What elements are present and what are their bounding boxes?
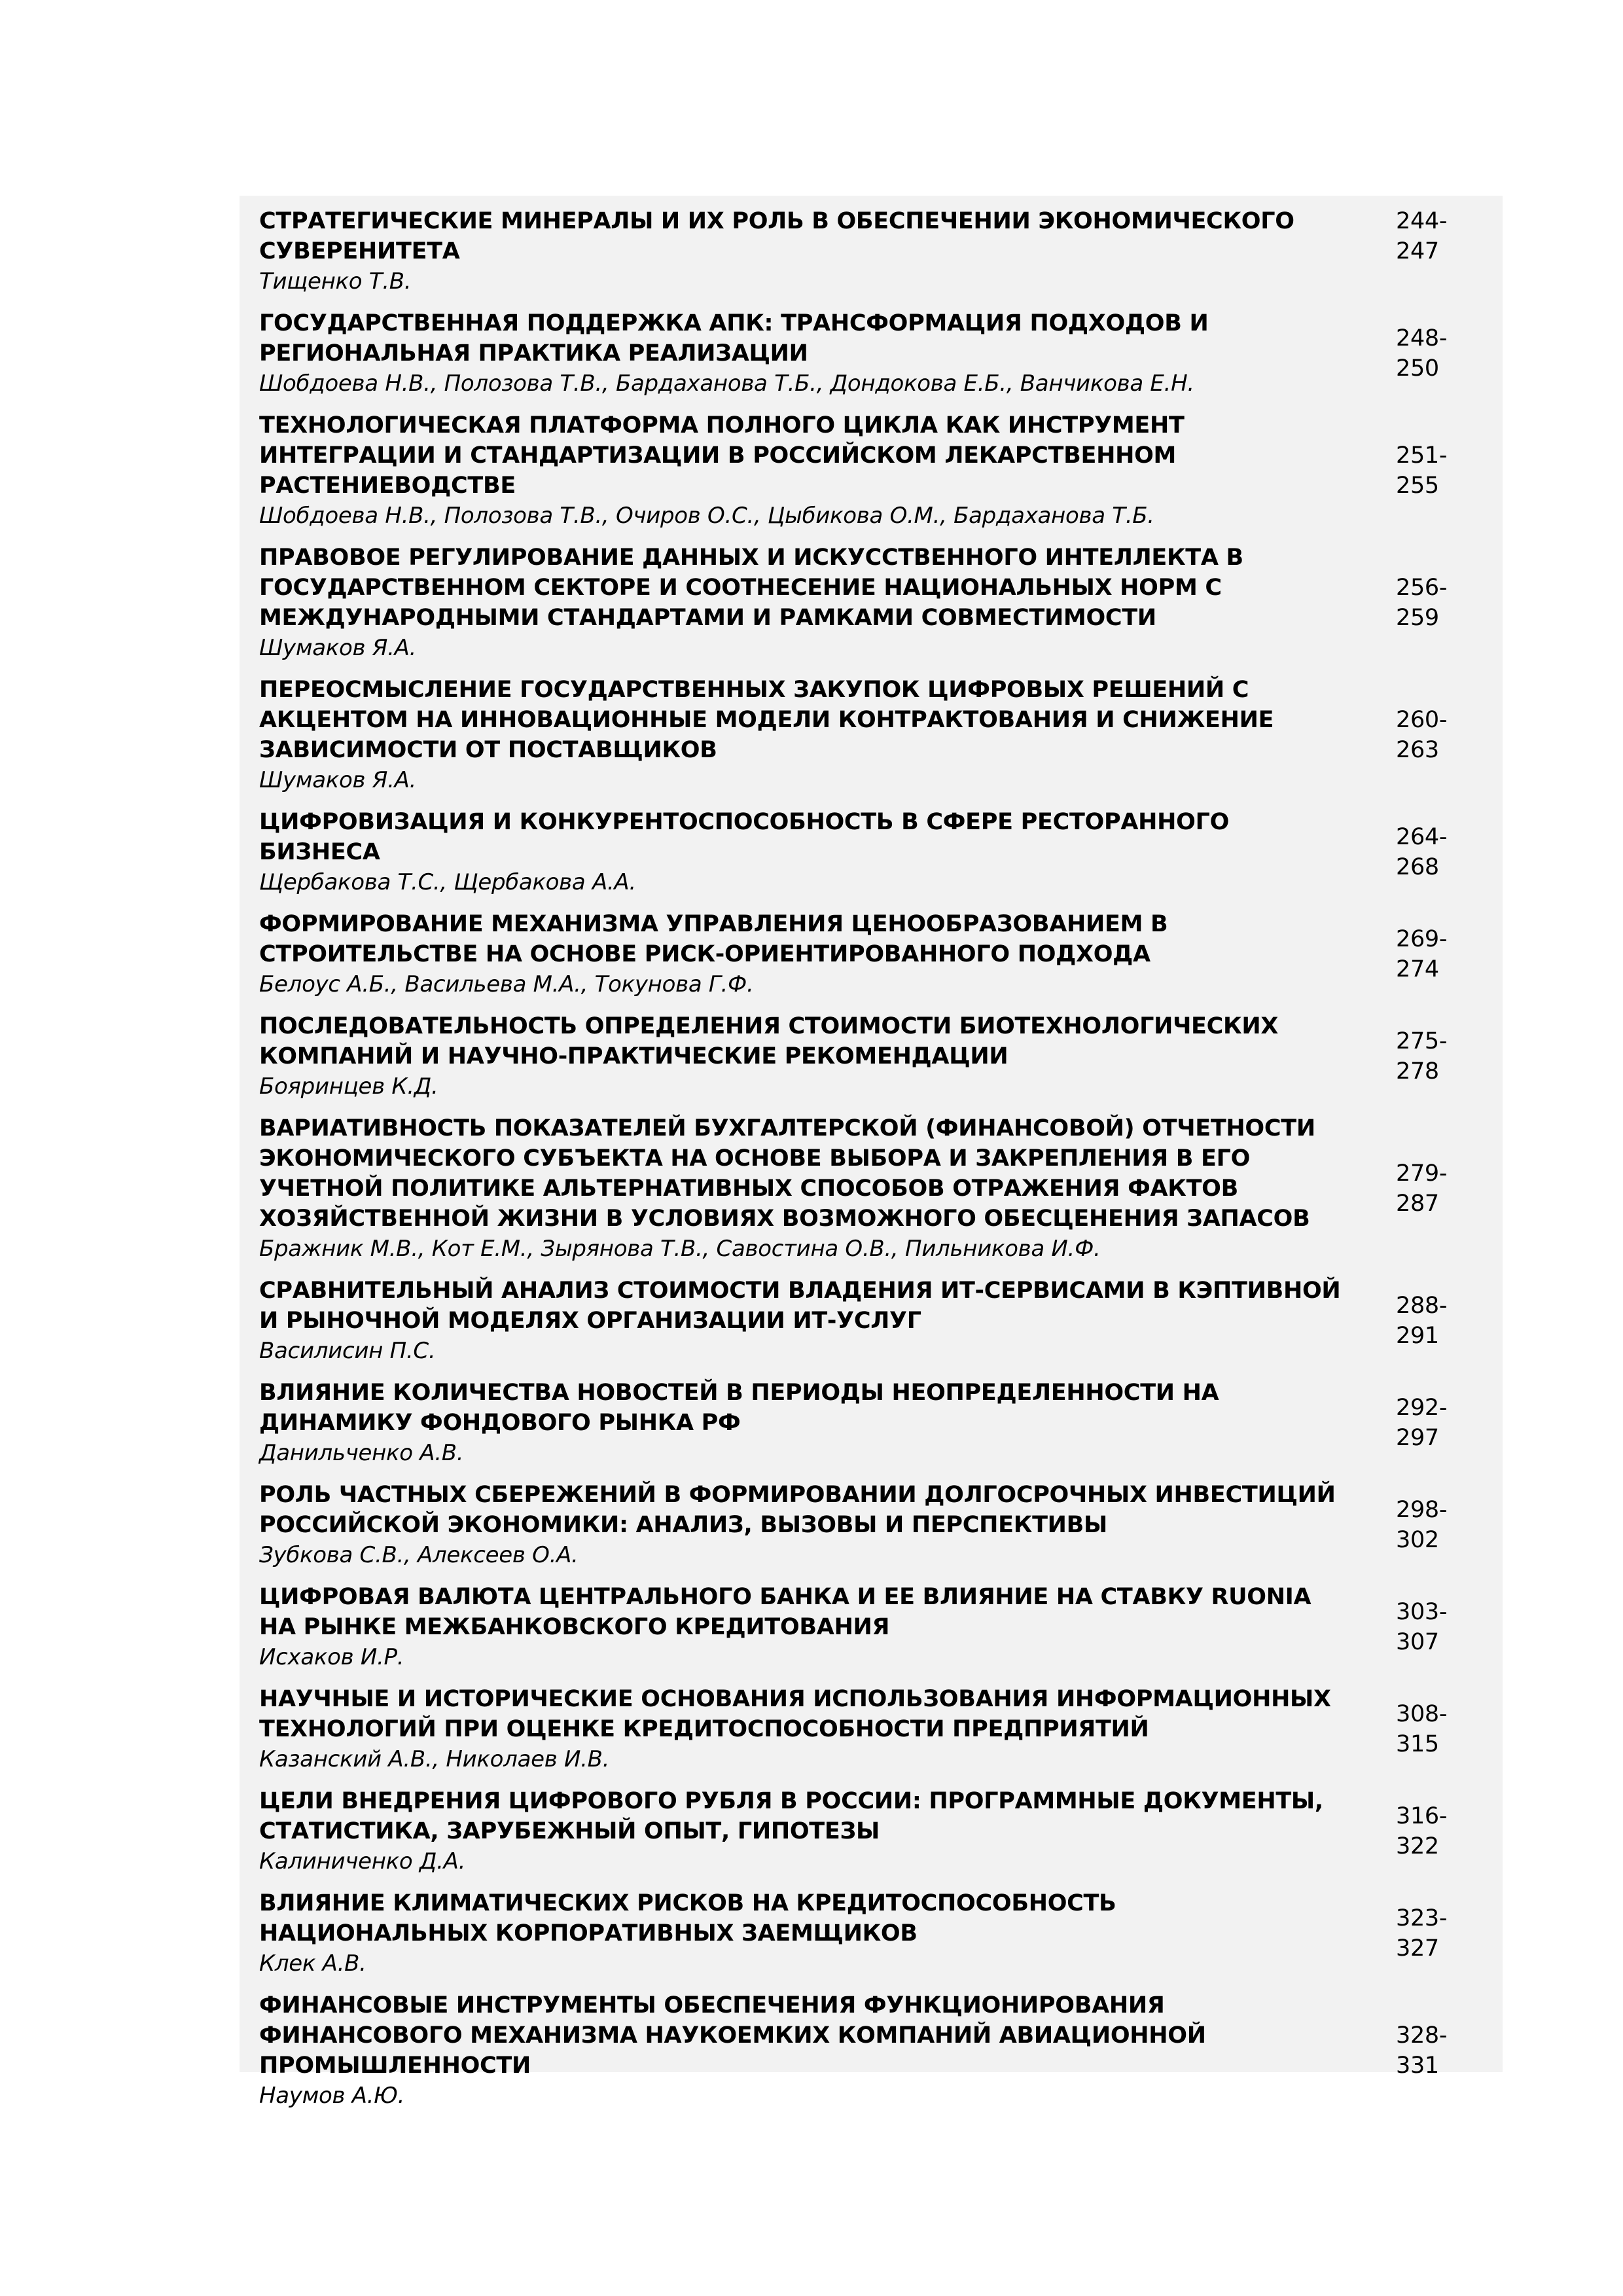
entry-pages: 328-331 bbox=[1396, 2022, 1448, 2079]
entry-authors: Шумаков Я.А. bbox=[259, 635, 417, 661]
entry-title: ВАРИАТИВНОСТЬ ПОКАЗАТЕЛЕЙ БУХГАЛТЕРСКОЙ (ФИНАНСОВОЙ) ОТЧЕТНОСТИ ЭКОНОМИЧЕСКОГО СУБЪЕКТА НА ОСНОВЕ ВЫБОРА И ЗАКРЕПЛЕНИЯ В ЕГО УЧЕТНОЙ ПОЛИТИКЕ АЛЬТЕРНАТИВНЫХ СПОСОБОВ ОТРАЖЕНИЯ ФАКТОВ ХОЗЯЙСТВЕННОЙ ЖИЗНИ В УСЛОВИЯХ ВОЗМОЖНОГО ОБЕСЦЕНЕНИЯ ЗАПАСОВ bbox=[259, 1115, 1315, 1232]
entry-pages: 298-302 bbox=[1396, 1497, 1448, 1553]
toc-entry-text bbox=[259, 1986, 1349, 2119]
toc-entry bbox=[259, 1476, 1489, 1578]
entry-title: ЦИФРОВИЗАЦИЯ И КОНКУРЕНТОСПОСОБНОСТЬ В СФЕРЕ РЕСТОРАННОГО БИЗНЕСА bbox=[259, 809, 1230, 865]
entry-title: ГОСУДАРСТВЕННАЯ ПОДДЕРЖКА АПК: ТРАНСФОРМАЦИЯ ПОДХОДОВ И РЕГИОНАЛЬНАЯ ПРАКТИКА РЕАЛИЗАЦИИ bbox=[259, 310, 1209, 367]
entry-authors: Белоус А.Б., Васильева М.А., Токунова Г.Ф. bbox=[259, 971, 754, 997]
entry-authors: Василисин П.С. bbox=[259, 1338, 436, 1364]
entry-pages: 308-315 bbox=[1396, 1701, 1448, 1757]
entry-title: СРАВНИТЕЛЬНЫЙ АНАЛИЗ СТОИМОСТИ ВЛАДЕНИЯ ИТ-СЕРВИСАМИ В КЭПТИВНОЙ И РЫНОЧНОЙ МОДЕЛЯХ ОРГАНИЗАЦИИ ИТ-УСЛУГ bbox=[259, 1278, 1341, 1334]
toc-entry bbox=[259, 1782, 1489, 1884]
entry-pages: 279-287 bbox=[1396, 1160, 1448, 1217]
entry-title: ЦЕЛИ ВНЕДРЕНИЯ ЦИФРОВОГО РУБЛЯ В РОССИИ: ПРОГРАММНЫЕ ДОКУМЕНТЫ, СТАТИСТИКА, ЗАРУБЕЖНЫЙ ОПЫТ, ГИПОТЕЗЫ bbox=[259, 1788, 1323, 1844]
entry-authors: Шобдоева Н.В., Полозова Т.В., Бардаханова Т.Б., Дондокова Е.Б., Ванчикова Е.Н. bbox=[259, 370, 1194, 397]
toc-entry-text bbox=[259, 1109, 1349, 1272]
entry-pages: 248-250 bbox=[1396, 325, 1448, 382]
toc-entry bbox=[259, 1374, 1489, 1476]
toc-entry-text bbox=[259, 1782, 1349, 1884]
toc-entry-text bbox=[259, 539, 1349, 671]
entry-pages: 323-327 bbox=[1396, 1905, 1448, 1962]
entry-authors: Наумов А.Ю. bbox=[259, 2083, 405, 2109]
entry-title: ПЕРЕОСМЫСЛЕНИЕ ГОСУДАРСТВЕННЫХ ЗАКУПОК ЦИФРОВЫХ РЕШЕНИЙ С АКЦЕНТОМ НА ИННОВАЦИОННЫЕ МОДЕЛИ КОНТРАКТОВАНИЯ И СНИЖЕНИЕ ЗАВИСИМОСТИ ОТ ПОСТАВЩИКОВ bbox=[259, 677, 1274, 763]
entry-title: ВЛИЯНИЕ КЛИМАТИЧЕСКИХ РИСКОВ НА КРЕДИТОСПОСОБНОСТЬ НАЦИОНАЛЬНЫХ КОРПОРАТИВНЫХ ЗАЕМЩИКОВ bbox=[259, 1890, 1116, 1946]
toc-entry-text bbox=[259, 1680, 1349, 1782]
entry-pages: 269-274 bbox=[1396, 926, 1448, 982]
entry-pages: 316-322 bbox=[1396, 1803, 1448, 1859]
table-of-contents bbox=[240, 196, 1503, 2109]
entry-title: ТЕХНОЛОГИЧЕСКАЯ ПЛАТФОРМА ПОЛНОГО ЦИКЛА КАК ИНСТРУМЕНТ ИНТЕГРАЦИИ И СТАНДАРТИЗАЦИИ В РОССИЙСКОМ ЛЕКАРСТВЕННОМ РАСТЕНИЕВОДСТВЕ bbox=[259, 412, 1185, 499]
entry-title: ФОРМИРОВАНИЕ МЕХАНИЗМА УПРАВЛЕНИЯ ЦЕНООБРАЗОВАНИЕМ В СТРОИТЕЛЬСТВЕ НА ОСНОВЕ РИСК-ОРИЕНТИРОВАННОГО ПОДХОДА bbox=[259, 911, 1168, 967]
toc-entry bbox=[259, 1680, 1489, 1782]
toc-entry bbox=[259, 1884, 1489, 1986]
entry-pages: 292-297 bbox=[1396, 1395, 1448, 1451]
entry-authors: Данильченко А.В. bbox=[259, 1440, 464, 1466]
toc-entry-text bbox=[259, 1374, 1349, 1476]
entry-authors: Шумаков Я.А. bbox=[259, 767, 417, 793]
toc-entry bbox=[259, 1272, 1489, 1374]
entry-title: ВЛИЯНИЕ КОЛИЧЕСТВА НОВОСТЕЙ В ПЕРИОДЫ НЕОПРЕДЕЛЕННОСТИ НА ДИНАМИКУ ФОНДОВОГО РЫНКА РФ bbox=[259, 1380, 1219, 1436]
toc-entry-text bbox=[259, 406, 1349, 539]
entry-title: ФИНАНСОВЫЕ ИНСТРУМЕНТЫ ОБЕСПЕЧЕНИЯ ФУНКЦИОНИРОВАНИЯ ФИНАНСОВОГО МЕХАНИЗМА НАУКОЕМКИХ КОМПАНИЙ АВИАЦИОННОЙ ПРОМЫШЛЕННОСТИ bbox=[259, 1992, 1206, 2079]
toc-entry bbox=[259, 202, 1489, 304]
entry-title: ПОСЛЕДОВАТЕЛЬНОСТЬ ОПРЕДЕЛЕНИЯ СТОИМОСТИ БИОТЕХНОЛОГИЧЕСКИХ КОМПАНИЙ И НАУЧНО-ПРАКТИЧЕСКИЕ РЕКОМЕНДАЦИИ bbox=[259, 1013, 1279, 1069]
entry-pages: 303-307 bbox=[1396, 1599, 1448, 1655]
toc-entry-text bbox=[259, 202, 1349, 304]
entry-authors: Тищенко Т.В. bbox=[259, 268, 412, 295]
entry-pages: 256-259 bbox=[1396, 575, 1448, 631]
toc-entry-text bbox=[259, 671, 1349, 803]
toc-body bbox=[259, 202, 1489, 2119]
toc-entry bbox=[259, 803, 1489, 905]
toc-entry bbox=[259, 1007, 1489, 1109]
toc-entry-text bbox=[259, 304, 1349, 406]
toc-entry-text bbox=[259, 1884, 1349, 1986]
entry-pages: 288-291 bbox=[1396, 1293, 1448, 1349]
entry-pages: 251-255 bbox=[1396, 442, 1448, 499]
toc-entry bbox=[259, 406, 1489, 539]
entry-pages: 244-247 bbox=[1396, 208, 1448, 264]
toc-entry-text bbox=[259, 1578, 1349, 1680]
toc-entry bbox=[259, 1578, 1489, 1680]
entry-authors: Зубкова С.В., Алексеев О.А. bbox=[259, 1542, 579, 1568]
toc-entry-text bbox=[259, 1007, 1349, 1109]
toc-entry-text bbox=[259, 905, 1349, 1007]
entry-authors: Клек А.В. bbox=[259, 1950, 366, 1977]
entry-pages: 275-278 bbox=[1396, 1028, 1448, 1085]
toc-entry-text bbox=[259, 1272, 1349, 1374]
entry-pages: 260-263 bbox=[1396, 707, 1448, 763]
toc-entry bbox=[259, 671, 1489, 803]
toc-table bbox=[259, 202, 1489, 2119]
entry-title: СТРАТЕГИЧЕСКИЕ МИНЕРАЛЫ И ИХ РОЛЬ В ОБЕСПЕЧЕНИИ ЭКОНОМИЧЕСКОГО СУВЕРЕНИТЕТА bbox=[259, 208, 1294, 264]
entry-authors: Исхаков И.Р. bbox=[259, 1644, 404, 1670]
toc-entry bbox=[259, 905, 1489, 1007]
entry-authors: Бояринцев К.Д. bbox=[259, 1073, 438, 1100]
toc-entry-text bbox=[259, 803, 1349, 905]
toc-entry bbox=[259, 304, 1489, 406]
toc-entry bbox=[259, 1109, 1489, 1272]
entry-title: ЦИФРОВАЯ ВАЛЮТА ЦЕНТРАЛЬНОГО БАНКА И ЕЕ ВЛИЯНИЕ НА СТАВКУ RUONIA НА РЫНКЕ МЕЖБАНКОВСКОГО КРЕДИТОВАНИЯ bbox=[259, 1584, 1311, 1640]
toc-entry-text bbox=[259, 1476, 1349, 1578]
entry-pages: 264-268 bbox=[1396, 824, 1448, 880]
entry-title: ПРАВОВОЕ РЕГУЛИРОВАНИЕ ДАННЫХ И ИСКУССТВЕННОГО ИНТЕЛЛЕКТА В ГОСУДАРСТВЕННОМ СЕКТОРЕ И СООТНЕСЕНИЕ НАЦИОНАЛЬНЫХ НОРМ С МЕЖДУНАРОДНЫМИ СТАНДАРТАМИ И РАМКАМИ СОВМЕСТИМОСТИ bbox=[259, 545, 1243, 631]
toc-entry bbox=[259, 539, 1489, 671]
entry-authors: Казанский А.В., Николаев И.В. bbox=[259, 1746, 610, 1772]
entry-authors: Бражник М.В., Кот Е.М., Зырянова Т.В., Савостина О.В., Пильникова И.Ф. bbox=[259, 1236, 1101, 1262]
entry-title: НАУЧНЫЕ И ИСТОРИЧЕСКИЕ ОСНОВАНИЯ ИСПОЛЬЗОВАНИЯ ИНФОРМАЦИОННЫХ ТЕХНОЛОГИЙ ПРИ ОЦЕНКЕ КРЕДИТОСПОСОБНОСТИ ПРЕДПРИЯТИЙ bbox=[259, 1686, 1331, 1742]
entry-authors: Калиниченко Д.А. bbox=[259, 1848, 466, 1874]
entry-title: РОЛЬ ЧАСТНЫХ СБЕРЕЖЕНИЙ В ФОРМИРОВАНИИ ДОЛГОСРОЧНЫХ ИНВЕСТИЦИЙ РОССИЙСКОЙ ЭКОНОМИКИ: АНАЛИЗ, ВЫЗОВЫ И ПЕРСПЕКТИВЫ bbox=[259, 1482, 1336, 1538]
entry-authors: Шобдоева Н.В., Полозова Т.В., Очиров О.С., Цыбикова О.М., Бардаханова Т.Б. bbox=[259, 503, 1154, 529]
entry-authors: Щербакова Т.С., Щербакова А.А. bbox=[259, 869, 636, 895]
toc-entry bbox=[259, 1986, 1489, 2119]
